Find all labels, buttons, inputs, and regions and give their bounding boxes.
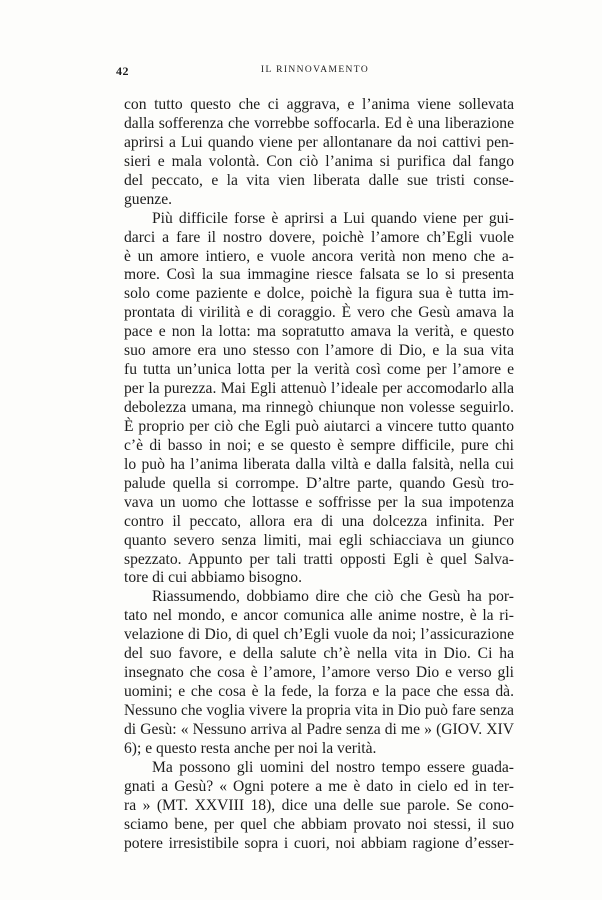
text-line: more. Così la sua immagine riesce falsata se lo si presenta bbox=[124, 266, 514, 284]
text-line: Ma possono gli uomini del nostro tempo essere guada- bbox=[152, 758, 514, 776]
text-line: sieri e mala volontà. Con ciò l’anima si purifica dal fango bbox=[124, 152, 514, 170]
text-line: del suo favore, e della salute ch’è nella vita in Dio. Ci ha bbox=[124, 645, 514, 663]
text-line: è un amore intiero, e vuole ancora verità non meno che a- bbox=[124, 247, 514, 265]
text-line: velazione di Dio, di quel ch’Egli vuole da noi; l’assicurazione bbox=[124, 626, 514, 644]
page-number: 42 bbox=[116, 64, 129, 78]
text-line: guenze. bbox=[124, 190, 173, 208]
text-line: debolezza umana, ma rinnegò chiunque non volesse seguirlo. bbox=[124, 399, 514, 416]
text-line: Nessuno che voglia vivere la propria vita in Dio può fare senza bbox=[124, 702, 514, 719]
text-line: con tutto questo che ci aggrava, e l’anima viene sollevata bbox=[124, 96, 514, 113]
text-line: per la purezza. Mai Egli attenuò l’ideale per accomodarlo alla bbox=[124, 380, 514, 398]
text-line: suo amore era uno stesso con l’amore di Dio, e la sua vita bbox=[124, 342, 514, 360]
text-line: insegnato che cosa è l’amore, l’amore verso Dio e verso gli bbox=[124, 664, 514, 682]
text-line: del peccato, e la vita vien liberata dalle sue tristi conse- bbox=[124, 171, 514, 189]
running-head bbox=[116, 64, 514, 80]
text-line: quanto severo senza limiti, mai egli schiacciava un giunco bbox=[124, 531, 514, 549]
text-line: spezzato. Appunto per tali tratti opposti Egli è quel Salva- bbox=[124, 550, 514, 568]
text-line: È proprio per ciò che Egli può aiutarci a vincere tutto quanto bbox=[124, 417, 514, 435]
text-line: Riassumendo, dobbiamo dire che ciò che Gesù ha por- bbox=[152, 588, 514, 606]
body-text bbox=[124, 96, 514, 854]
text-line: uomini; e che cosa è la fede, la forza e la pace che essa dà. bbox=[124, 683, 514, 701]
text-line: gnati a Gesù? « Ogni potere a me è dato in cielo ed in ter- bbox=[124, 777, 514, 795]
running-title: IL RINNOVAMENTO bbox=[260, 65, 370, 75]
text-line: tato nel mondo, e ancor comunica alle anime nostre, è la ri- bbox=[124, 607, 514, 625]
text-line: 6); e questo resta anche per noi la verità. bbox=[124, 739, 377, 757]
text-line: contro il peccato, allora era di una dolcezza infinita. Per bbox=[124, 512, 514, 530]
text-line: ra » (MT. XXVIII 18), dice una delle sue parole. Se cono- bbox=[124, 796, 514, 814]
text-line: potere irresistibile sopra i cuori, noi abbiam ragione d’esser- bbox=[124, 834, 514, 852]
text-line: Più difficile forse è aprirsi a Lui quando viene per gui- bbox=[152, 209, 514, 227]
text-line: fu tutta un’unica lotta per la verità così come per l’amore e bbox=[124, 361, 514, 379]
text-line: sciamo bene, per quel che abbiam provato noi stessi, il suo bbox=[124, 815, 514, 833]
text-line: dalla sofferenza che vorrebbe soffocarla. Ed è una liberazione bbox=[124, 114, 514, 132]
text-line: palude quella si corrompe. D’altre parte, quando Gesù tro- bbox=[124, 474, 514, 492]
text-line: solo come paziente e dolce, poichè la figura sua è tutta im- bbox=[124, 285, 514, 303]
text-line: prontata di virilità e di coraggio. È vero che Gesù amava la bbox=[124, 304, 514, 322]
text-line: darci a fare il nostro dovere, poichè l’amore ch’Egli vuole bbox=[124, 228, 514, 246]
text-line: di Gesù: « Nessuno arriva al Padre senza di me » (GIOV. XIV bbox=[124, 720, 514, 738]
text-line: aprirsi a Lui quando viene per allontanare da noi cattivi pen- bbox=[124, 133, 514, 151]
text-line: vava un uomo che lottasse e soffrisse per la sua impotenza bbox=[124, 493, 514, 511]
text-line: tore di cui abbiamo bisogno. bbox=[124, 569, 302, 587]
text-line: pace e non la lotta: ma sopratutto amava la verità, e questo bbox=[124, 323, 514, 341]
text-line: lo può ha l’anima liberata dalla viltà e dalla falsità, nella cui bbox=[124, 455, 514, 473]
text-line: c’è di basso in noi; e se questo è sempre difficile, pure chi bbox=[124, 436, 514, 454]
